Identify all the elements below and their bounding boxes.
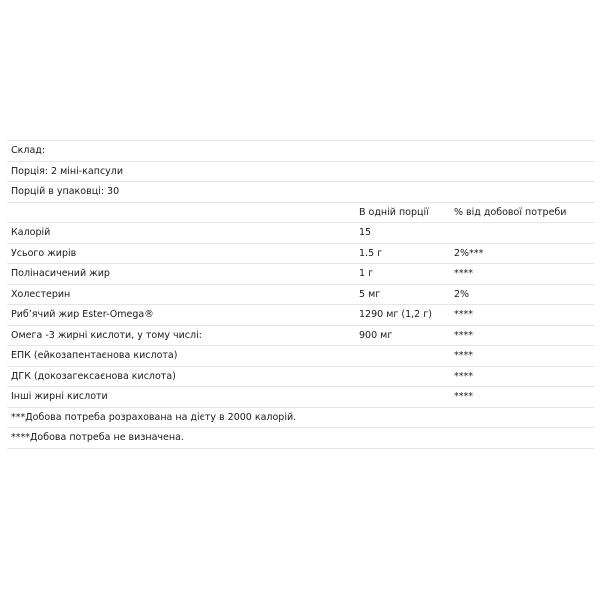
nutrient-name: ДГК (докозагексаєнова кислота) bbox=[11, 370, 176, 382]
table-row bbox=[7, 367, 595, 388]
serving-size-row bbox=[7, 162, 595, 183]
nutrient-name: Калорій bbox=[11, 227, 51, 238]
nutrient-amount: 1 г bbox=[359, 268, 374, 279]
nutrient-daily-value: 2% bbox=[454, 288, 470, 300]
footnote-row bbox=[7, 428, 595, 449]
footnote-row bbox=[7, 408, 595, 429]
servings-per-pack: Порцій в упаковці: 30 bbox=[11, 186, 120, 197]
column-header-row bbox=[7, 203, 595, 224]
nutrient-daily-value: **** bbox=[454, 309, 473, 320]
nutrient-name: Полінасичений жир bbox=[11, 268, 110, 279]
nutrient-amount: 5 мг bbox=[359, 288, 381, 300]
composition-header: Склад: bbox=[11, 145, 46, 156]
footnote-daily-basis: ***Добова потреба розрахована на дієту в 2000 калорій. bbox=[11, 411, 297, 423]
nutrient-daily-value: **** bbox=[454, 268, 473, 279]
nutrient-name: ЕПК (ейкозапентаєнова кислота) bbox=[11, 350, 178, 361]
nutrient-name: Холестерин bbox=[11, 288, 71, 300]
table-row bbox=[7, 346, 595, 367]
nutrient-amount: 1.5 г bbox=[359, 247, 383, 259]
table-row bbox=[7, 305, 595, 326]
nutrition-facts-table bbox=[7, 140, 595, 449]
serving-size: Порція: 2 міні-капсули bbox=[11, 165, 124, 177]
nutrient-name: Омега -3 жирні кислоти, у тому числі: bbox=[11, 329, 202, 341]
nutrient-amount: 1290 мг (1,2 г) bbox=[359, 309, 432, 320]
nutrient-daily-value: **** bbox=[454, 370, 473, 382]
nutrient-daily-value: **** bbox=[454, 350, 473, 361]
table-row bbox=[7, 326, 595, 347]
table-row bbox=[7, 244, 595, 265]
nutrient-daily-value: 2%*** bbox=[454, 247, 484, 259]
servings-per-pack-row bbox=[7, 182, 595, 203]
table-row bbox=[7, 223, 595, 244]
table-row bbox=[7, 285, 595, 306]
column-header-amount: В одній порції bbox=[359, 206, 429, 218]
composition-header-row bbox=[7, 141, 595, 162]
nutrient-name: Усього жирів bbox=[11, 247, 77, 259]
table-row bbox=[7, 387, 595, 408]
table-row bbox=[7, 264, 595, 285]
nutrient-amount: 15 bbox=[359, 227, 372, 238]
nutrient-amount: 900 мг bbox=[359, 329, 393, 341]
nutrient-name: Інші жирні кислоти bbox=[11, 391, 108, 402]
nutrient-daily-value: **** bbox=[454, 329, 473, 341]
nutrient-daily-value: **** bbox=[454, 391, 473, 402]
footnote-not-established: ****Добова потреба не визначена. bbox=[11, 432, 184, 443]
column-header-daily-value: % від добової потреби bbox=[454, 206, 567, 218]
nutrient-name: Риб’ячий жир Ester-Omega® bbox=[11, 309, 154, 320]
